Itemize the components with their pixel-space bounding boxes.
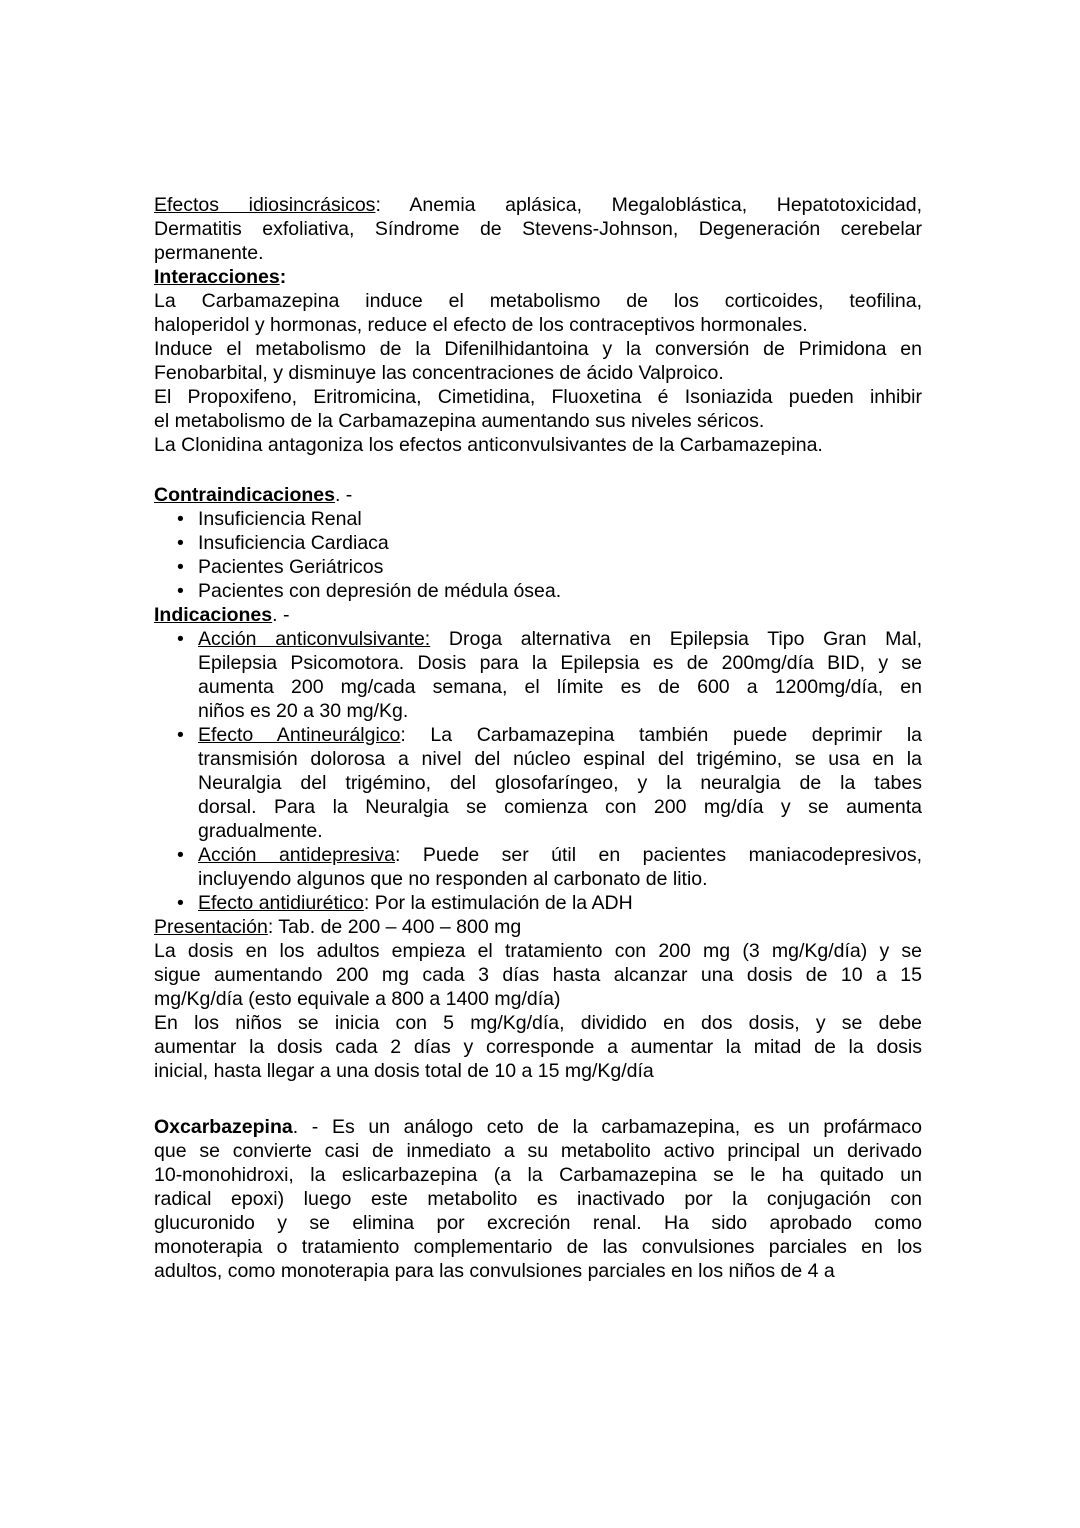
text-run: Pacientes Geriátricos — [198, 556, 384, 578]
text-run: : Por la estimulación de la ADH — [363, 892, 633, 914]
text-run: incluyendo algunos que no responden al carbonato de litio. — [198, 868, 708, 890]
interacciones-paragraph-1 — [154, 289, 922, 337]
text-line — [154, 1035, 922, 1059]
text-line — [154, 337, 922, 361]
efectos-idiosincrasicos-paragraph — [154, 193, 922, 265]
text-run: Insuficiencia Cardiaca — [198, 532, 389, 554]
text-run: Efectos idiosincrásicos — [154, 194, 376, 216]
text-run: mg/Kg/día (esto equivale a 800 a 1400 mg/día) — [154, 988, 561, 1010]
text-run: aumenta 200 mg/cada semana, el límite es de 600 a 1200mg/día, en — [198, 676, 922, 698]
text-run: radical epoxi) luego este metabolito es inactivado por la conjugación con — [154, 1188, 922, 1210]
text-run: Presentación — [154, 916, 268, 938]
text-run: sigue aumentando 200 mg cada 3 días hasta alcanzar una dosis de 10 a 15 — [154, 964, 922, 986]
text-run: : Anemia aplásica, Megaloblástica, Hepatotoxicidad, — [375, 194, 923, 216]
text-line — [154, 1011, 922, 1035]
text-run: Efecto antidiurético — [198, 892, 364, 914]
text-run: Neuralgia del trigémino, del glosofaríngeo, y la neuralgia de la tabes — [198, 772, 922, 794]
text-run: . - — [272, 604, 290, 626]
text-line — [198, 891, 922, 915]
text-line — [198, 867, 922, 891]
text-run: . - — [334, 484, 353, 506]
text-run: Indicaciones — [154, 604, 273, 626]
text-line — [198, 555, 922, 579]
text-line — [154, 987, 922, 1011]
text-line — [154, 313, 922, 337]
text-run: Fenobarbital, y disminuye las concentraciones de ácido Valproico. — [154, 362, 724, 384]
text-run: Dermatitis exfoliativa, Síndrome de Stevens-Johnson, Degeneración cerebelar — [154, 218, 922, 240]
text-run: el metabolismo de la Carbamazepina aumentando sus niveles séricos. — [154, 410, 765, 432]
text-line — [154, 1139, 922, 1163]
dosis-ninos-paragraph — [154, 1011, 922, 1083]
text-run: Droga alternativa en Epilepsia Tipo Gran Mal, — [430, 628, 922, 650]
text-line — [154, 433, 922, 457]
text-line — [154, 963, 922, 987]
text-line — [154, 265, 922, 289]
text-line — [154, 361, 922, 385]
text-line — [198, 771, 922, 795]
text-line — [198, 627, 922, 651]
text-line — [198, 723, 922, 747]
interacciones-paragraph-3 — [154, 385, 922, 433]
text-run: adultos, como monoterapia para las convulsiones parciales en los niños de 4 a — [154, 1260, 835, 1282]
text-line — [154, 193, 922, 217]
text-line — [198, 651, 922, 675]
text-run: La Clonidina antagoniza los efectos anticonvulsivantes de la Carbamazepina. — [154, 434, 823, 456]
text-run: La dosis en los adultos empieza el tratamiento con 200 mg (3 mg/Kg/día) y se — [154, 940, 922, 962]
text-run: : — [279, 266, 287, 288]
blank-line-1 — [154, 457, 922, 483]
text-line — [154, 1187, 922, 1211]
text-run: gradualmente. — [198, 820, 323, 842]
text-line — [154, 603, 922, 627]
text-line — [198, 699, 922, 723]
bullet-item — [198, 579, 922, 603]
text-run: glucuronido y se elimina por excreción renal. Ha sido aprobado como — [154, 1212, 922, 1234]
text-run: Induce el metabolismo de la Difenilhidantoina y la conversión de Primidona en — [154, 338, 922, 360]
text-line — [198, 507, 922, 531]
text-line — [154, 241, 922, 265]
blank-line-2 — [154, 1083, 922, 1115]
contraindicaciones-heading — [154, 483, 922, 507]
text-run: La Carbamazepina induce el metabolismo de los corticoides, teofilina, — [154, 290, 922, 312]
text-line — [154, 939, 922, 963]
text-line — [154, 483, 922, 507]
text-run: : Puede ser útil en pacientes maniacodepresivos, — [394, 844, 923, 866]
text-run: 10-monohidroxi, la eslicarbazepina (a la Carbamazepina se le ha quitado un — [154, 1164, 922, 1186]
bullet-item — [198, 891, 922, 915]
text-run: Acción antidepresiva — [198, 844, 395, 866]
bullet-item — [198, 507, 922, 531]
text-run: dorsal. Para la Neuralgia se comienza con 200 mg/día y se aumenta — [198, 796, 922, 818]
text-line — [154, 1115, 922, 1139]
text-run: Insuficiencia Renal — [198, 508, 362, 530]
text-run: inicial, hasta llegar a una dosis total de 10 a 15 mg/Kg/día — [154, 1060, 654, 1082]
text-run: El Propoxifeno, Eritromicina, Cimetidina, Fluoxetina é Isoniazida pueden inhibir — [154, 386, 922, 408]
text-run: permanente. — [154, 242, 264, 264]
text-run: que se convierte casi de inmediato a su metabolito activo principal un derivado — [154, 1140, 922, 1162]
text-run: haloperidol y hormonas, reduce el efecto de los contraceptivos hormonales. — [154, 314, 808, 336]
text-line — [198, 579, 922, 603]
text-run: Efecto Antineurálgico — [198, 724, 401, 746]
text-line — [198, 675, 922, 699]
text-run: Acción anticonvulsivante: — [198, 628, 431, 650]
text-line — [154, 385, 922, 409]
oxcarbazepina-paragraph — [154, 1115, 922, 1283]
text-line — [154, 1259, 922, 1283]
text-line — [198, 819, 922, 843]
text-run: Contraindicaciones — [154, 484, 335, 506]
indicaciones-list — [154, 627, 922, 915]
text-line — [154, 409, 922, 433]
text-line — [198, 531, 922, 555]
indicaciones-heading — [154, 603, 922, 627]
interacciones-heading — [154, 265, 922, 289]
text-line — [198, 795, 922, 819]
interacciones-paragraph-2 — [154, 337, 922, 385]
text-line — [154, 1059, 922, 1083]
bullet-item — [198, 723, 922, 843]
text-line — [198, 747, 922, 771]
text-run: Pacientes con depresión de médula ósea. — [198, 580, 562, 602]
text-line — [154, 289, 922, 313]
text-run: Oxcarbazepina — [154, 1116, 293, 1138]
text-line — [154, 1235, 922, 1259]
dosis-adultos-paragraph — [154, 939, 922, 1011]
text-line — [198, 843, 922, 867]
text-line — [154, 915, 922, 939]
bullet-item — [198, 555, 922, 579]
presentacion-line — [154, 915, 922, 939]
text-run: transmisión dolorosa a nivel del núcleo espinal del trigémino, se usa en la — [198, 748, 922, 770]
text-run: Epilepsia Psicomotora. Dosis para la Epilepsia es de 200mg/día BID, y se — [198, 652, 922, 674]
contraindicaciones-list — [154, 507, 922, 603]
text-run: niños es 20 a 30 mg/Kg. — [198, 700, 409, 722]
bullet-item — [198, 627, 922, 723]
text-line — [154, 217, 922, 241]
text-run: En los niños se inicia con 5 mg/Kg/día, dividido en dos dosis, y se debe — [154, 1012, 922, 1034]
text-line — [154, 1211, 922, 1235]
bullet-item — [198, 843, 922, 891]
text-run: : La Carbamazepina también puede deprimir la — [400, 724, 922, 746]
text-run: . - Es un análogo ceto de la carbamazepina, es un profármaco — [292, 1116, 922, 1138]
document-content — [154, 193, 922, 1283]
text-run: Interacciones — [154, 266, 280, 288]
text-line — [154, 1163, 922, 1187]
text-run: aumentar la dosis cada 2 días y corresponde a aumentar la mitad de la dosis — [154, 1036, 922, 1058]
interacciones-paragraph-4 — [154, 433, 922, 457]
text-run: : Tab. de 200 – 400 – 800 mg — [267, 916, 522, 938]
bullet-item — [198, 531, 922, 555]
text-run: monoterapia o tratamiento complementario de las convulsiones parciales en los — [154, 1236, 922, 1258]
